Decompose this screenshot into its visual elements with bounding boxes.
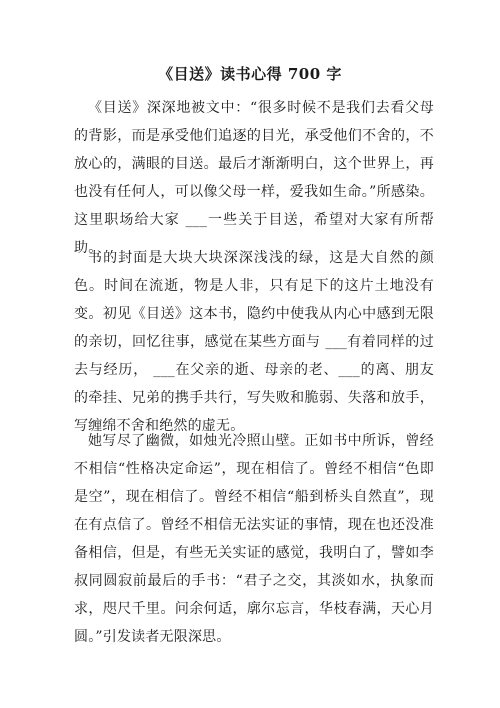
paragraph-2: 书的封面是大块大块深深浅浅的绿，这是大自然的颜色。时间在流逝，物是人非，只有足下的这片土地没有变。初见《目送》这本书，隐约中使我从内心中感到无限的亲切，回忆往事，感觉在某些方面与 ___有着同样的过去与经历， ___在父亲的逝、母亲的老、___的离、朋友的牵挂、兄弟的携手共行，写失败和脆弱、失落和放手，写缠绵不舍和绝然的虚无。 (74, 250, 434, 434)
document-title: 《目送》读书心得 700 字 (158, 65, 342, 83)
paragraph-3: 她写尽了幽微，如烛光冷照山壁。正如书中所诉，曾经不相信“性格决定命运”，现在相信了。曾经不相信“色即是空”，现在相信了。曾经不相信“船到桥头自然直”，现在有点信了。曾经不相信无法实证的事情，现在也还没准备相信，但是，有些无关实证的感觉，我明白了，譬如李叔同圆寂前最后的手书：“君子之交，其淡如水，执象而求，咫尺千里。问余何适，廓尔忘言，华枝春满，天心月圆。”引发读者无限深思。 (74, 433, 434, 645)
paragraph-1: 《目送》深深地被文中：“很多时候不是我们去看父母的背影，而是承受他们追逐的目光，承受他们不舍的，不放心的，满眼的目送。最后才渐渐明白，这个世界上，再也没有任何人，可以像父母一样，爱我如生命。”所感染。这里职场给大家 ___一些关于目送，希望对大家有所帮助。 (74, 100, 434, 256)
